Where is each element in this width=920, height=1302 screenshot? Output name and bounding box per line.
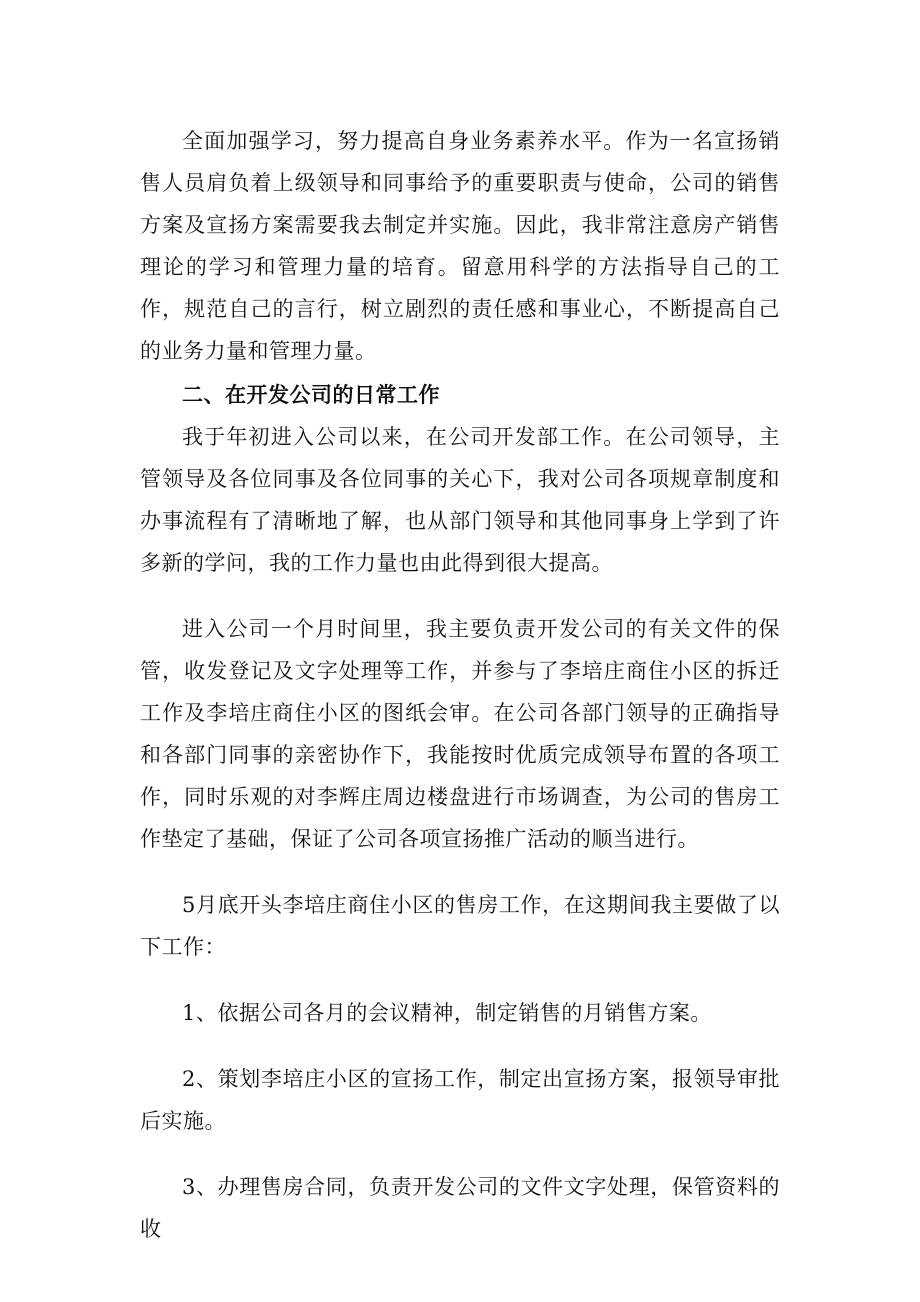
document-page xyxy=(140,120,780,1250)
paragraph-may-sales: 5月底开头李培庄商住小区的售房工作，在这期间我主要做了以下工作： xyxy=(140,893,780,959)
list-item-3: 3、办理售房合同，负责开发公司的文件文字处理，保管资料的收 xyxy=(140,1175,780,1241)
list-item-1: 1、依据公司各月的会议精神，制定销售的月销售方案。 xyxy=(182,1001,712,1025)
paragraph-joining-company: 我于年初进入公司以来，在公司开发部工作。在公司领导，主管领导及各位同事及各位同事的关心下，我对公司各项规章制度和办事流程有了清晰地了解，也从部门领导和其他同事身上学到了许多新的学问，我的工作力量也由此得到很大提高。 xyxy=(140,425,780,575)
section-heading-daily-work: 二、在开发公司的日常工作 xyxy=(182,383,440,407)
paragraph-study: 全面加强学习，努力提高自身业务素养水平。作为一名宣扬销售人员肩负着上级领导和同事给予的重要职责与使命，公司的销售方案及宣扬方案需要我去制定并实施。因此，我非常注意房产销售理论的学习和管理力量的培育。留意用科学的方法指导自己的工作，规范自己的言行，树立剧烈的责任感和事业心，不断提高自己的业务力量和管理力量。 xyxy=(140,129,780,363)
list-item-2: 2、策划李培庄小区的宣扬工作，制定出宣扬方案，报领导审批后实施。 xyxy=(140,1067,780,1133)
paragraph-first-month: 进入公司一个月时间里，我主要负责开发公司的有关文件的保管，收发登记及文字处理等工作，并参与了李培庄商住小区的拆迁工作及李培庄商住小区的图纸会审。在公司各部门领导的正确指导和各部门同事的亲密协作下，我能按时优质完成领导布置的各项工作，同时乐观的对李辉庄周边楼盘进行市场调查，为公司的售房工作垫定了基础，保证了公司各项宣扬推广活动的顺当进行。 xyxy=(140,617,780,851)
